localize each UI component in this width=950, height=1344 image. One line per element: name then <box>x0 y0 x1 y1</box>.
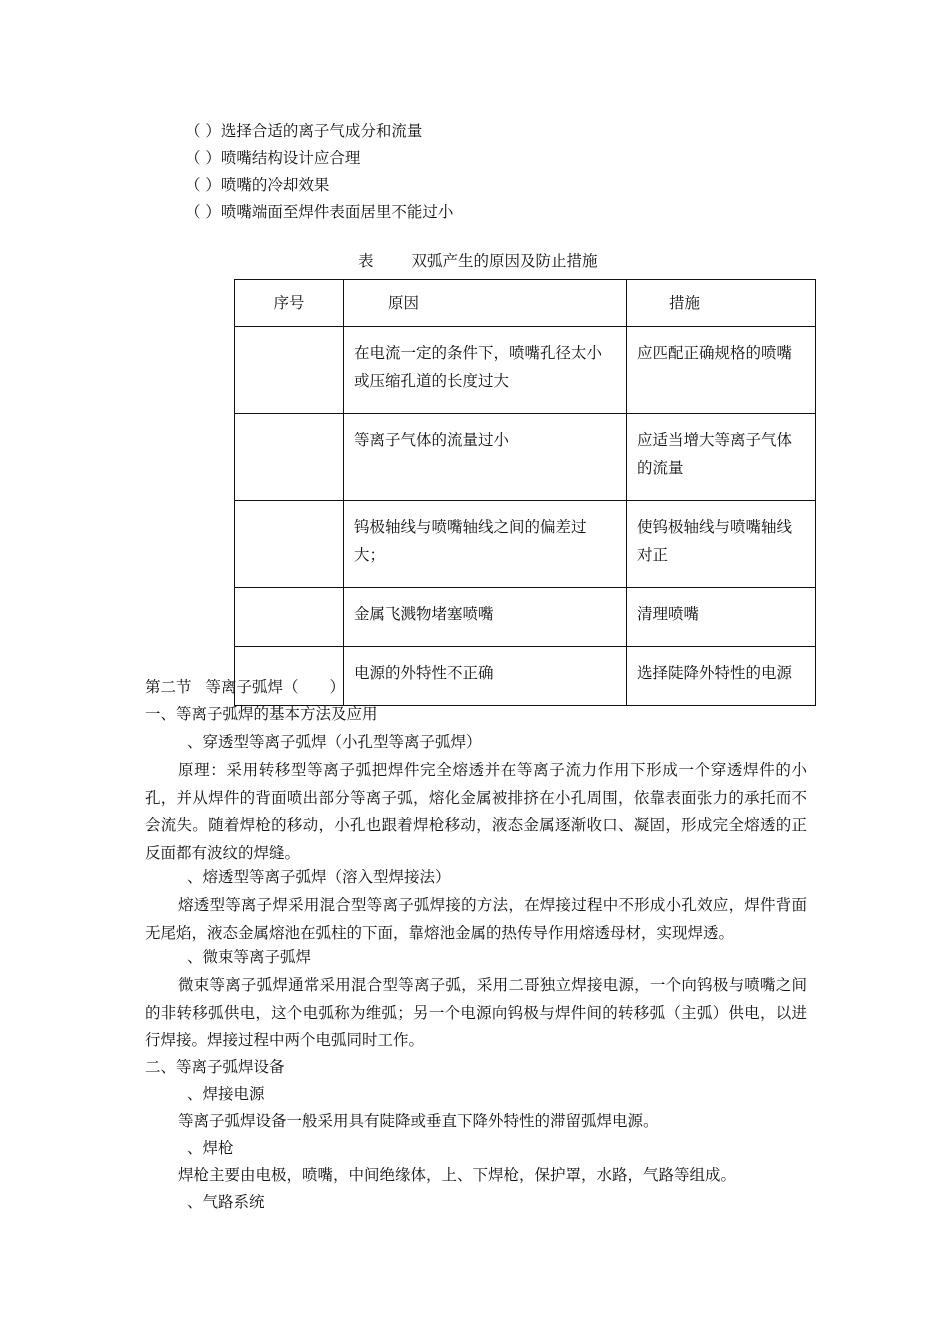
part1-title: 一、等离子弧焊的基本方法及应用 <box>145 705 378 723</box>
cell-no <box>235 501 344 588</box>
table-title <box>358 249 598 271</box>
sub2-paragraph: 熔透型等离子焊采用混合型等离子弧焊接的方法，在焊接过程中不形成小孔效应，焊件背面无尾焰，液态金属熔池在弧柱的下面，靠熔池金属的热传导作用熔透母材，实现焊透。 <box>145 896 807 942</box>
table-title-text: 双弧产生的原因及防止措施 <box>411 252 598 270</box>
table-header-row <box>235 280 816 327</box>
sub2-title: 、熔透型等离子弧焊（溶入型焊接法） <box>187 868 451 886</box>
table-title-prefix: 表 <box>358 252 374 270</box>
cell-cause: 在电流一定的条件下，喷嘴孔径太小或压缩孔道的长度过大 <box>344 327 627 414</box>
table-row <box>235 327 816 414</box>
sub5-title: 、焊枪 <box>187 1139 234 1157</box>
table-row <box>235 501 816 588</box>
cell-measure: 选择陡降外特性的电源 <box>627 647 816 706</box>
sub5-paragraph: 焊枪主要由电极，喷嘴，中间绝缘体，上、下焊枪，保护罩，水路，气路等组成。 <box>178 1166 737 1184</box>
cell-cause: 电源的外特性不正确 <box>344 647 627 706</box>
checklist-item: （ ）喷嘴结构设计应合理 <box>185 149 361 167</box>
section-heading-title: 等离子弧焊（ ） <box>205 678 346 696</box>
sub1-title: 、穿透型等离子弧焊（小孔型等离子弧焊） <box>187 733 482 751</box>
section-heading <box>145 677 345 697</box>
header-measure: 措施 <box>627 280 816 327</box>
checklist-item: （ ）喷嘴的冷却效果 <box>185 176 330 194</box>
checklist-item: （ ）选择合适的离子气成分和流量 <box>185 122 423 140</box>
table-row <box>235 588 816 647</box>
checklist-item: （ ）喷嘴端面至焊件表面居里不能过小 <box>185 203 454 221</box>
causes-table <box>234 279 816 706</box>
cell-measure: 使钨极轴线与喷嘴轴线对正 <box>627 501 816 588</box>
cell-cause: 金属飞溅物堵塞喷嘴 <box>344 588 627 647</box>
sub1-paragraph: 原理：采用转移型等离子弧把焊件完全熔透并在等离子流力作用下形成一个穿透焊件的小孔，并从焊件的背面喷出部分等离子弧，熔化金属被排挤在小孔周围，依靠表面张力的承托而不会流失。随着焊枪的移动，小孔也跟着焊枪移动，液态金属逐渐收口、凝固，形成完全熔透的正反面都有波纹的焊缝。 <box>145 761 807 862</box>
sub3-title: 、微束等离子弧焊 <box>187 948 312 966</box>
cell-measure: 应适当增大等离子气体的流量 <box>627 414 816 501</box>
cell-no <box>235 327 344 414</box>
cell-measure: 应匹配正确规格的喷嘴 <box>627 327 816 414</box>
table-row <box>235 414 816 501</box>
sub3-paragraph: 微束等离子弧焊通常采用混合型等离子弧，采用二哥独立焊接电源，一个向钨极与喷嘴之间的非转移弧供电，这个电弧称为维弧；另一个电源向钨极与焊件间的转移弧（主弧）供电，以进行焊接。焊接过程中两个电弧同时工作。 <box>145 976 807 1049</box>
cell-cause: 等离子气体的流量过小 <box>344 414 627 501</box>
section-heading-number: 第二节 <box>145 678 192 696</box>
sub4-paragraph: 等离子弧焊设备一般采用具有陡降或垂直下降外特性的滞留弧焊电源。 <box>178 1112 659 1130</box>
sub4-title: 、焊接电源 <box>187 1085 265 1103</box>
cell-cause: 钨极轴线与喷嘴轴线之间的偏差过大； <box>344 501 627 588</box>
cell-no <box>235 414 344 501</box>
sub6-title: 、气路系统 <box>187 1193 265 1211</box>
part2-title: 二、等离子弧焊设备 <box>145 1058 285 1076</box>
cell-no <box>235 588 344 647</box>
header-cause: 原因 <box>344 280 627 327</box>
cell-measure: 清理喷嘴 <box>627 588 816 647</box>
header-no: 序号 <box>235 280 344 327</box>
